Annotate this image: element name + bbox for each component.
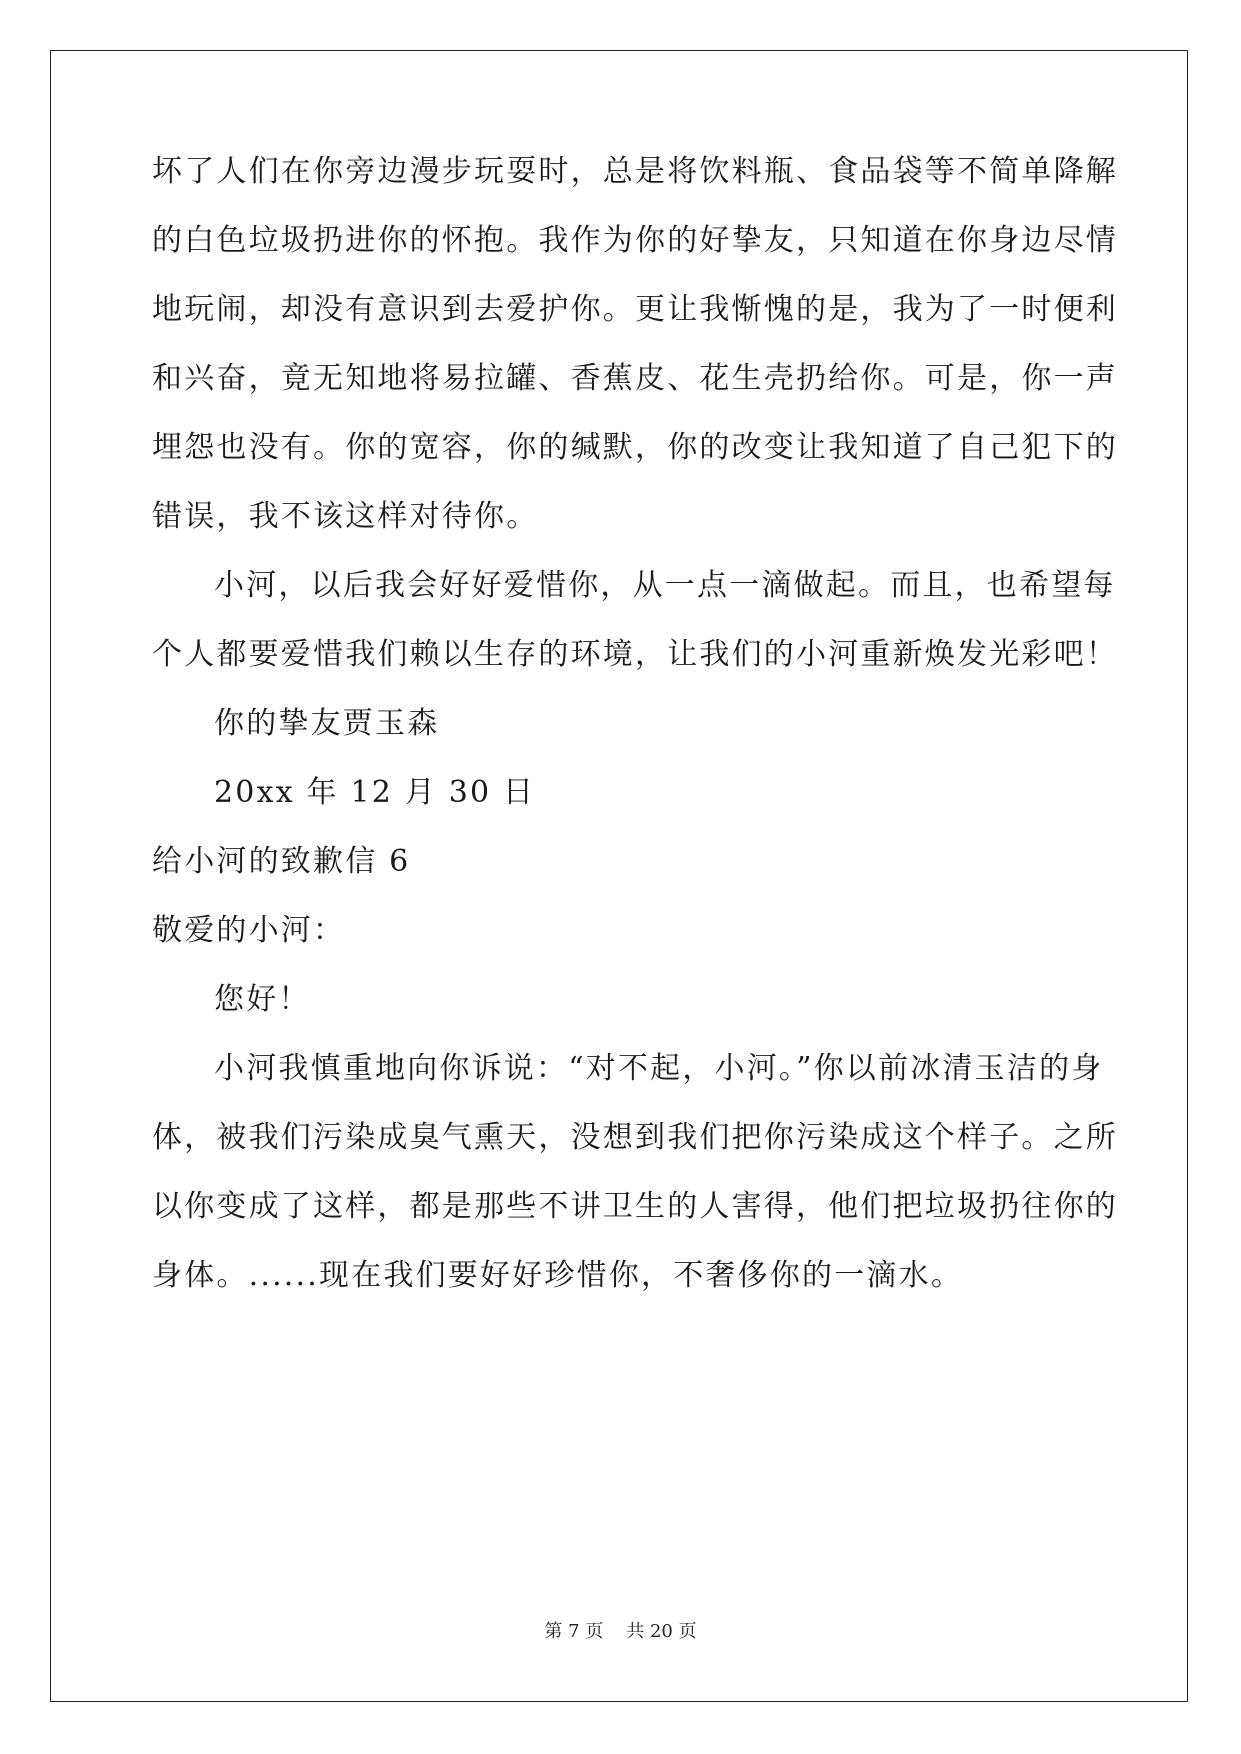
paragraph-first-line: 小河我慎重地向你诉说：“对不起，小河。”你以前冰清玉洁的身	[214, 1051, 1104, 1086]
page-number: 第 7 页	[544, 1621, 604, 1642]
page-footer	[0, 1620, 1241, 1644]
date: 20xx 年 12 月 30 日	[214, 775, 536, 810]
body-line: 体，被我们污染成臭气熏天，没想到我们把你污染成这个样子。之所	[152, 1120, 1118, 1155]
body-line: 个人都要爱惜我们赖以生存的环境，让我们的小河重新焕发光彩吧！	[152, 637, 1118, 672]
signature: 你的挚友贾玉森	[214, 706, 440, 741]
salutation: 敬爱的小河：	[152, 913, 346, 948]
page-total: 共 20 页	[626, 1621, 697, 1642]
body-line: 坏了人们在你旁边漫步玩耍时，总是将饮料瓶、食品袋等不简单降解	[152, 154, 1118, 189]
section-heading: 给小河的致歉信 6	[152, 844, 411, 879]
body-line: 身体。......现在我们要好好珍惜你，不奢侈你的一滴水。	[152, 1258, 964, 1293]
body-line: 埋怨也没有。你的宽容，你的缄默，你的改变让我知道了自己犯下的	[152, 430, 1118, 465]
body-line: 的白色垃圾扔进你的怀抱。我作为你的好挚友，只知道在你身边尽情	[152, 223, 1118, 258]
paragraph-first-line: 小河，以后我会好好爱惜你，从一点一滴做起。而且，也希望每	[214, 568, 1116, 603]
body-line: 错误，我不该这样对待你。	[152, 499, 539, 534]
body-line: 地玩闹，却没有意识到去爱护你。更让我惭愧的是，我为了一时便利	[152, 292, 1118, 327]
greeting: 您好！	[214, 982, 311, 1017]
body-line: 以你变成了这样，都是那些不讲卫生的人害得，他们把垃圾扔往你的	[152, 1189, 1118, 1224]
body-line: 和兴奋，竟无知地将易拉罐、香蕉皮、花生壳扔给你。可是，你一声	[152, 361, 1118, 396]
